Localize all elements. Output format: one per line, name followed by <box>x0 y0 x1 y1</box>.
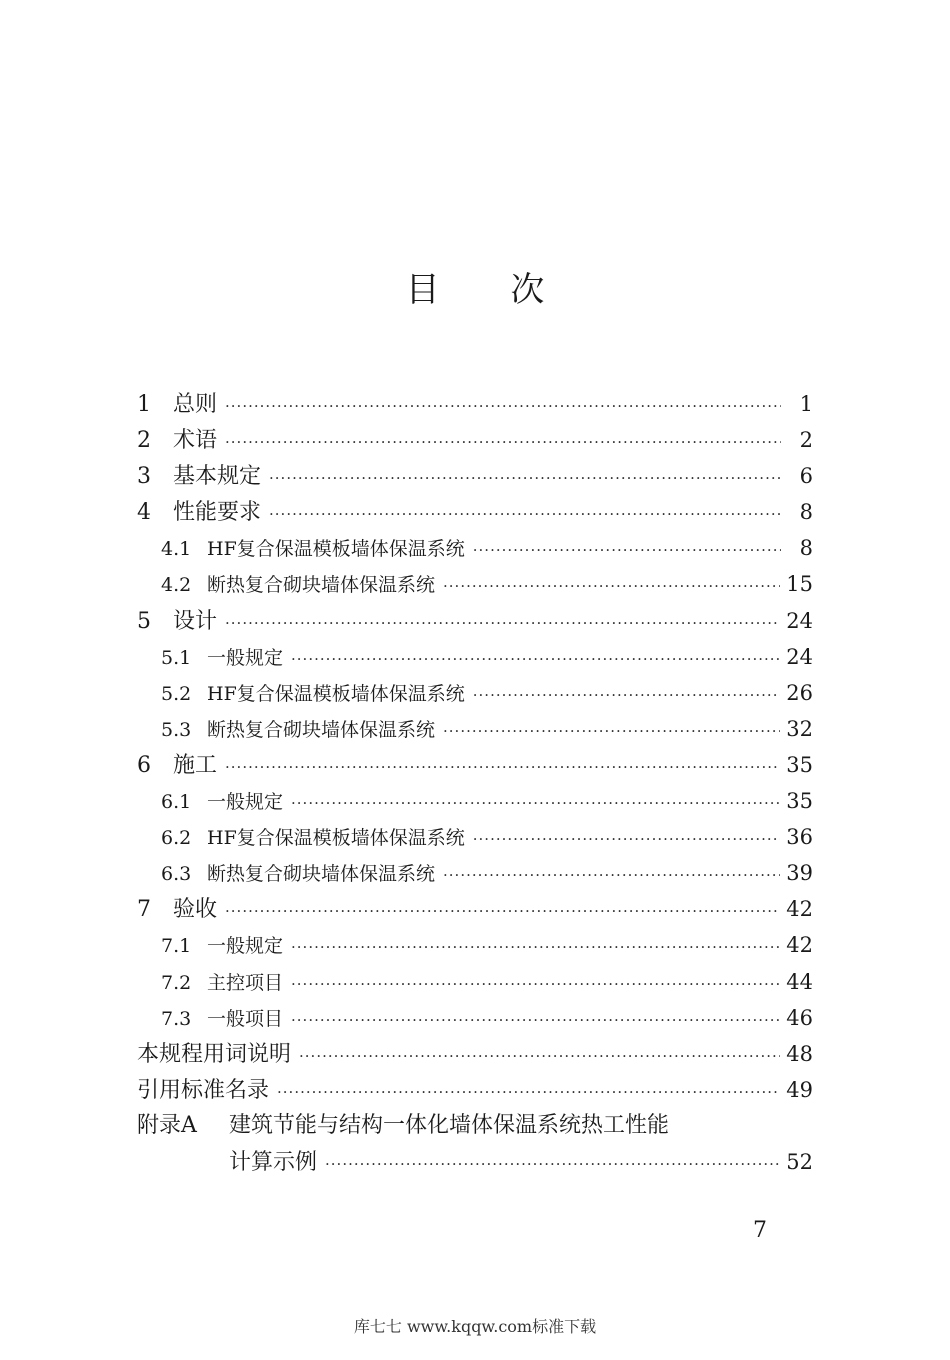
dot-leader <box>225 605 780 641</box>
toc-entry-title: 一般规定 <box>207 791 284 814</box>
toc-entry-number: 5.2 <box>161 682 192 705</box>
toc-entry-appendix-continued[interactable] <box>137 1144 813 1180</box>
toc-entry[interactable] <box>137 639 813 675</box>
toc-entry-number: 5.3 <box>161 718 192 741</box>
dot-leader <box>225 424 781 460</box>
toc-entry-number: 6.3 <box>161 863 192 886</box>
dot-leader <box>443 857 780 893</box>
toc-entry[interactable] <box>137 458 813 494</box>
toc-entry-title: 验收 <box>173 897 218 923</box>
toc-entry-number: 7.3 <box>161 1007 192 1030</box>
toc-entry-page: 2 <box>799 428 813 453</box>
dot-leader <box>291 785 780 821</box>
toc-entry-title: 一般项目 <box>207 1007 284 1030</box>
toc-entry-appendix[interactable] <box>137 1108 813 1144</box>
toc-entry-number: 4 <box>137 500 151 526</box>
toc-entry[interactable] <box>137 494 813 530</box>
dot-leader <box>473 821 781 857</box>
toc-entry-title: HF复合保温模板墙体保温系统 <box>207 682 465 705</box>
toc-entry[interactable] <box>137 819 813 855</box>
toc-entry-title: 断热复合砌块墙体保温系统 <box>207 863 436 886</box>
toc-entry[interactable] <box>137 711 813 747</box>
toc-entry-number: 6.1 <box>161 791 192 814</box>
toc-entry[interactable] <box>137 1072 813 1108</box>
toc-entry-page: 32 <box>786 716 813 741</box>
toc-entry[interactable] <box>137 964 813 1000</box>
toc-entry-title: 断热复合砌块墙体保温系统 <box>207 574 436 597</box>
toc-entry-number: 2 <box>137 428 151 454</box>
toc-entry-number: 7.2 <box>161 971 192 994</box>
toc-entry[interactable] <box>137 855 813 891</box>
toc-entry[interactable] <box>137 1000 813 1036</box>
toc-entry-page: 36 <box>786 825 813 850</box>
dot-leader <box>225 893 780 929</box>
toc-entry[interactable] <box>137 422 813 458</box>
appendix-title-line1: 建筑节能与结构一体化墙体保温系统热工性能 <box>229 1112 670 1138</box>
dot-leader <box>325 1146 780 1182</box>
dot-leader <box>269 460 781 496</box>
toc-entry-title: 一般规定 <box>207 646 284 669</box>
toc-entry-number: 4.2 <box>161 574 192 597</box>
toc-entry[interactable] <box>137 747 813 783</box>
toc-entry[interactable] <box>137 891 813 927</box>
toc-entry-page: 24 <box>786 644 813 669</box>
dot-leader <box>291 929 780 965</box>
toc-entry-title: 术语 <box>173 428 218 454</box>
toc-entry-page: 42 <box>786 933 813 958</box>
toc-entry-page: 26 <box>786 680 813 705</box>
toc-entry-page: 39 <box>786 861 813 886</box>
toc-entry-number: 5 <box>137 608 151 634</box>
toc-entry[interactable] <box>137 1036 813 1072</box>
toc-entry-number: 1 <box>137 392 151 417</box>
toc-entry-number: 6 <box>137 752 151 778</box>
toc-entry-title: HF复合保温模板墙体保温系统 <box>207 538 465 561</box>
dot-leader <box>291 1002 780 1038</box>
toc-entry-page: 6 <box>799 464 813 489</box>
toc-entry-number: 3 <box>137 464 151 490</box>
dot-leader <box>473 532 781 568</box>
appendix-page: 52 <box>786 1149 813 1174</box>
toc-entry-title: 设计 <box>173 608 218 634</box>
toc-entry-page: 8 <box>799 536 813 561</box>
toc-entry[interactable] <box>137 530 813 566</box>
toc-entry-title: 施工 <box>173 752 218 778</box>
table-of-contents <box>137 386 813 1180</box>
toc-entry[interactable] <box>137 675 813 711</box>
page-title: 目 次 <box>405 270 575 310</box>
toc-entry-page: 49 <box>786 1077 813 1102</box>
toc-entry-title: 引用标准名录 <box>137 1077 270 1103</box>
toc-entry-title: 总则 <box>173 392 218 417</box>
toc-entry-page: 48 <box>786 1041 813 1066</box>
toc-entry-number: 4.1 <box>161 538 192 561</box>
dot-leader <box>291 966 780 1002</box>
dot-leader <box>225 388 781 424</box>
dot-leader <box>225 749 780 785</box>
toc-entry-title: 基本规定 <box>173 464 262 490</box>
toc-entry-number: 7 <box>137 897 151 923</box>
toc-entry-title: HF复合保温模板墙体保温系统 <box>207 827 465 850</box>
toc-entry-number: 7.1 <box>161 935 192 958</box>
watermark-text: 库七七 www.kqqw.com标准下载 <box>353 1317 597 1336</box>
toc-entry[interactable] <box>137 783 813 819</box>
toc-entry-page: 46 <box>786 1005 813 1030</box>
toc-entry[interactable] <box>137 927 813 963</box>
toc-entry-page: 1 <box>799 392 813 416</box>
dot-leader <box>277 1074 780 1110</box>
toc-entry-page: 35 <box>786 789 813 814</box>
toc-entry-number: 5.1 <box>161 646 192 669</box>
dot-leader <box>443 713 780 749</box>
page-number: 7 <box>753 1218 767 1243</box>
appendix-label: 附录A <box>137 1112 197 1138</box>
toc-entry-page: 24 <box>786 608 813 633</box>
toc-entry-title: 主控项目 <box>207 971 284 994</box>
toc-entry-number: 6.2 <box>161 827 192 850</box>
appendix-title-line2: 计算示例 <box>229 1149 318 1175</box>
toc-entry-page: 44 <box>786 969 813 994</box>
toc-entry-title: 本规程用词说明 <box>137 1041 292 1067</box>
toc-entry[interactable] <box>137 603 813 639</box>
toc-entry-title: 一般规定 <box>207 935 284 958</box>
toc-entry-page: 42 <box>786 897 813 922</box>
toc-entry-title: 断热复合砌块墙体保温系统 <box>207 718 436 741</box>
toc-entry-page: 8 <box>799 500 813 525</box>
toc-entry-title: 性能要求 <box>173 500 262 526</box>
dot-leader <box>473 677 781 713</box>
dot-leader <box>291 641 780 677</box>
dot-leader <box>269 496 781 532</box>
dot-leader <box>443 568 780 604</box>
dot-leader <box>299 1038 780 1074</box>
toc-entry-page: 15 <box>786 572 813 597</box>
toc-entry[interactable] <box>137 566 813 602</box>
toc-entry[interactable] <box>137 386 813 422</box>
toc-entry-page: 35 <box>786 752 813 777</box>
